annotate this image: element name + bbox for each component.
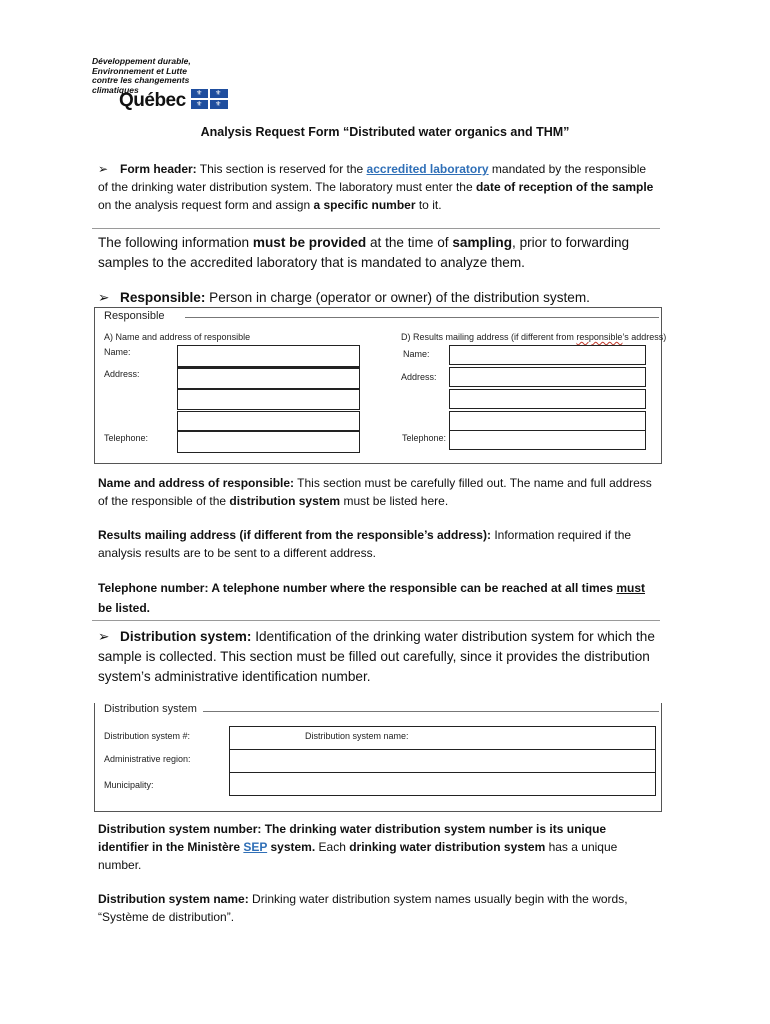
results-address-field-3[interactable] <box>449 411 646 431</box>
distribution-heading: Distribution system <box>104 703 197 715</box>
address-field-3[interactable] <box>177 411 360 432</box>
ministry-line-3: contre les changements <box>92 75 190 85</box>
responsible-form-box <box>94 307 667 464</box>
admin-region-label: Administrative region: <box>104 754 191 764</box>
municipality-label: Municipality: <box>104 780 154 790</box>
name-label: Name: <box>104 347 131 357</box>
arrow-bullet-icon: ➢ <box>98 629 110 644</box>
address-label: Address: <box>104 369 140 379</box>
municipality-field[interactable] <box>229 772 656 796</box>
results-name-label: Name: <box>403 349 430 359</box>
system-name-label: Distribution system name: <box>305 731 409 741</box>
section-divider <box>92 228 660 229</box>
results-name-field[interactable] <box>449 345 646 365</box>
address-field-1[interactable] <box>177 367 360 389</box>
section-a-label: A) Name and address of responsible <box>104 332 251 342</box>
address-field-2[interactable] <box>177 389 360 410</box>
sep-link[interactable]: SEP <box>243 840 268 854</box>
distribution-number-paragraph: Distribution system number: The drinking water distribution system number is its unique identifier in the Ministère SEP system. Each drinking water distribution system has a unique number. <box>98 822 618 872</box>
distribution-name-paragraph: Distribution system name: Drinking water distribution system names usually begin with the words, “Système de distribution”. <box>98 892 628 924</box>
ministry-line-1: Développement durable, <box>92 56 191 66</box>
results-telephone-field[interactable] <box>449 430 646 450</box>
section-d-label: D) Results mailing address (if different from responsible’s address) <box>401 332 667 342</box>
accredited-laboratory-link[interactable]: accredited laboratory <box>366 162 489 176</box>
results-telephone-label: Telephone: <box>402 433 447 443</box>
info-paragraph: The following information must be provided at the time of sampling, prior to forwarding samples to the accredited laboratory that is mandated to analyze them. <box>98 235 630 270</box>
arrow-bullet-icon: ➢ <box>98 162 109 176</box>
ministry-line-2: Environnement et Lutte <box>92 65 187 76</box>
section-divider <box>92 620 660 621</box>
responsible-bullet: ➢ Responsible: Person in charge (operator or owner) of the distribution system. <box>98 288 658 308</box>
arrow-bullet-icon: ➢ <box>98 290 110 305</box>
telephone-label: Telephone: <box>104 433 149 443</box>
telephone-field[interactable] <box>177 430 360 453</box>
results-address-field-2[interactable] <box>449 389 646 409</box>
name-address-paragraph: Name and address of responsible: This section must be carefully filled out. The name and full address of the responsible of the distribution system must be listed here. <box>98 476 652 508</box>
page-title: Analysis Request Form “Distributed water organics and THM” <box>200 125 570 139</box>
form-header-paragraph: ➢ Form header: This section is reserved for the accredited laboratory mandated by the responsible of the drinking water distribution system. The laboratory must enter the date of reception of the sample on the analysis request form and assign a specific number to it. <box>98 162 654 212</box>
quebec-flag-icon: ⚜ ⚜ ⚜ ⚜ <box>191 89 228 109</box>
responsible-heading: Responsible <box>104 310 165 322</box>
distribution-system-bullet: ➢ Distribution system: Identification of the drinking water distribution system for which the sample is collected. This section must be filled out carefully, since it provides the distribution system’s administrative identification number. <box>98 629 655 684</box>
results-address-label: Address: <box>401 372 437 382</box>
admin-region-field[interactable] <box>229 749 656 773</box>
distribution-form-box <box>94 703 662 812</box>
name-field[interactable] <box>177 345 360 367</box>
form-header-label: Form header: <box>120 162 197 176</box>
telephone-paragraph: Telephone number: A telephone number where the responsible can be reached at all times must be listed. <box>98 581 646 615</box>
system-number-field[interactable] <box>229 726 656 750</box>
results-address-paragraph: Results mailing address (if different from the responsible’s address): Information required if the analysis results are to be sent to a different address. <box>98 528 632 560</box>
system-number-label: Distribution system #: <box>104 731 191 741</box>
ministry-line-4: climatiques <box>92 84 139 95</box>
results-address-field-1[interactable] <box>449 367 646 387</box>
quebec-wordmark: Québec <box>119 90 186 111</box>
